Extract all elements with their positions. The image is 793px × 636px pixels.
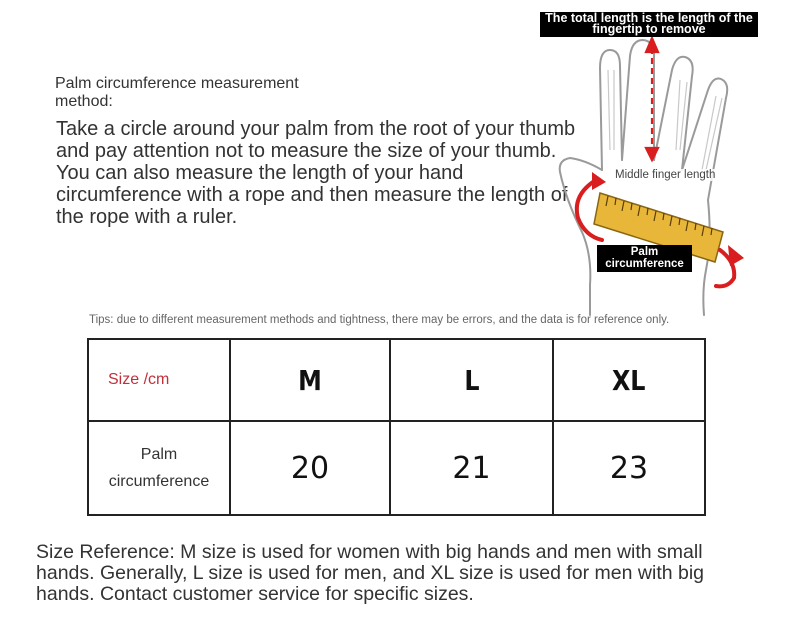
- measurement-method-title: Palm circumference measurement method:: [55, 75, 299, 110]
- size-m-value: 20: [290, 450, 330, 486]
- size-reference-note: Size Reference: M size is used for women with big hands and men with small hands. Generally, L size is used for men, and XL size is used for men with big hands. Contact customer service for specific sizes.: [36, 541, 705, 605]
- size-chart-table: [87, 338, 706, 516]
- size-m-label: M: [298, 363, 322, 397]
- palm-circumference-row-label: [88, 421, 230, 515]
- size-xl-value-cell: [553, 421, 705, 515]
- size-m-value-cell: [230, 421, 390, 515]
- size-xl-label: XL: [612, 363, 646, 397]
- hand-measurement-diagram: [530, 0, 793, 320]
- row-label-line2: circumference: [108, 473, 210, 490]
- size-l-value: 21: [452, 450, 491, 486]
- middle-finger-length-arrow: [646, 38, 658, 160]
- size-xl-value: 23: [609, 450, 649, 486]
- row-label-line1: Palm: [140, 446, 178, 463]
- size-m-header: [230, 339, 390, 421]
- size-l-value-cell: [390, 421, 553, 515]
- table-row: [88, 421, 705, 515]
- size-unit-label: Size /cm: [108, 371, 170, 388]
- size-unit-header: [88, 339, 230, 421]
- size-l-header: [390, 339, 553, 421]
- measurement-tips: Tips: due to different measurement methods and tightness, there may be errors, and the data is for reference only.: [89, 314, 670, 326]
- table-header-row: [88, 339, 705, 421]
- palm-circumference-callout: Palm circumference: [597, 245, 692, 272]
- middle-finger-length-label: Middle finger length: [615, 169, 716, 181]
- measurement-instructions: Take a circle around your palm from the root of your thumb and pay attention not to measure the size of your thumb. You can also measure the length of your hand circumference with a rope and then measure the length of the rope with a ruler.: [56, 118, 576, 228]
- size-xl-header: [553, 339, 705, 421]
- size-l-label: L: [463, 363, 480, 397]
- total-length-callout: The total length is the length of the fingertip to remove: [540, 12, 758, 37]
